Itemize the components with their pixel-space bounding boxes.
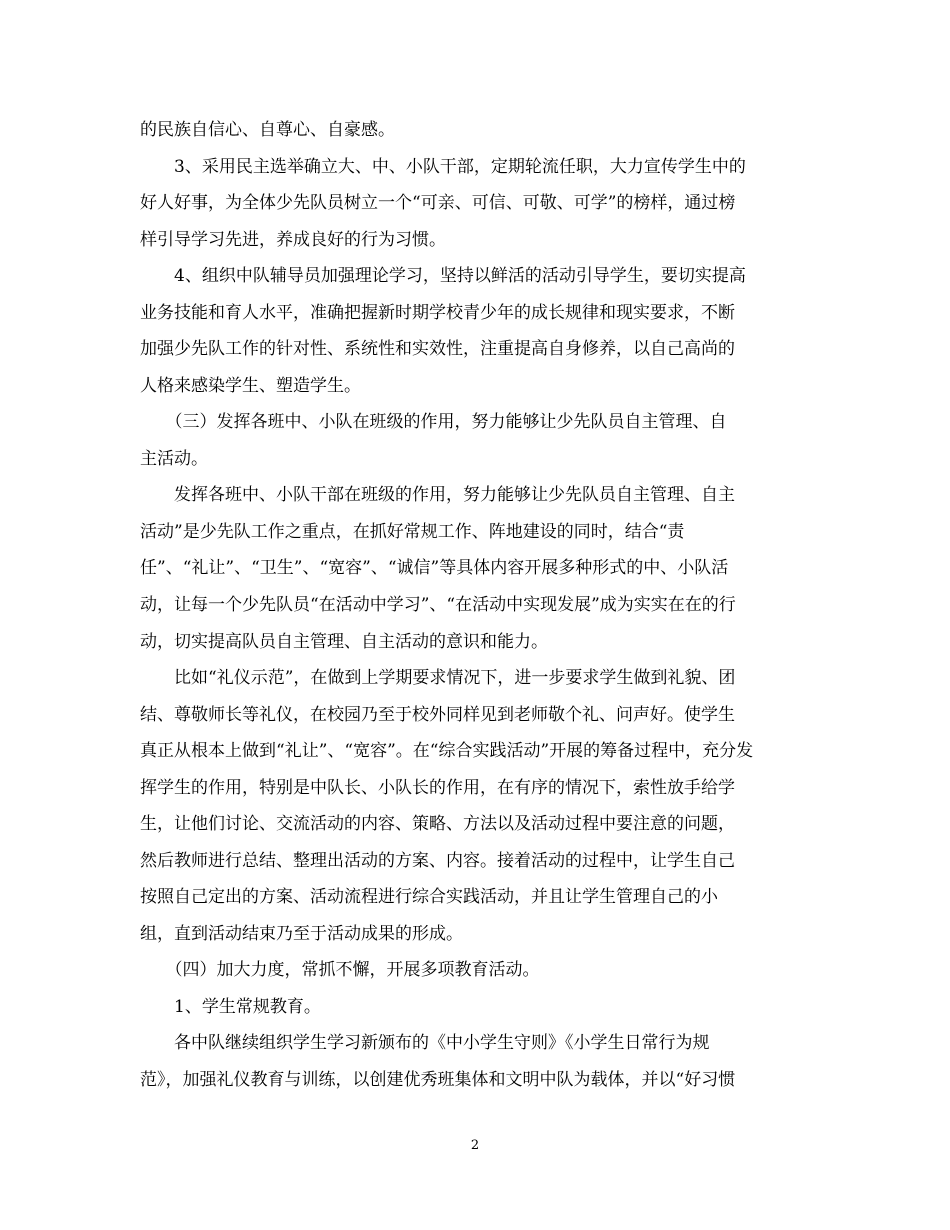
text-line: 然后教师进行总结、整理出活动的方案、内容。接着活动的过程中，让学生自己 [140, 851, 735, 871]
text-line: （三）发挥各班中、小队在班级的作用，努力能够让少先队员自主管理、自 [140, 412, 727, 432]
text-line: 发挥各班中、小队干部在班级的作用，努力能够让少先队员自主管理、自主 [140, 485, 735, 505]
text-line: 样引导学习先进，养成良好的行为习惯。 [140, 230, 446, 250]
text-line: 各中队继续组织学生学习新颁布的《中小学生守则》《小学生日常行为规 [140, 1033, 710, 1053]
text-line: 加强少先队工作的针对性、系统性和实效性，注重提高自身修养，以自己高尚的 [140, 339, 735, 359]
text-line: 人格来感染学生、塑造学生。 [140, 376, 361, 396]
text-line: 按照自己定出的方案、活动流程进行综合实践活动，并且让学生管理自己的小 [140, 887, 718, 907]
text-line: （四）加大力度，常抓不懈，开展多项教育活动。 [140, 960, 540, 980]
text-line: 活动”是少先队工作之重点，在抓好常规工作、阵地建设的同时，结合“责 [140, 522, 685, 542]
text-line: 比如“礼仪示范”，在做到上学期要求情况下，进一步要求学生做到礼貌、团 [140, 668, 736, 688]
text-line: 的民族自信心、自尊心、自豪感。 [140, 120, 395, 140]
text-line: 4、组织中队辅导员加强理论学习，坚持以鲜活的活动引导学生，要切实提高 [140, 266, 746, 286]
text-line: 真正从根本上做到“礼让”、“宽容”。在“综合实践活动”开展的筹备过程中，充分发 [140, 741, 754, 761]
text-line: 动，切实提高队员自主管理、自主活动的意识和能力。 [140, 632, 548, 652]
text-line: 结、尊敬师长等礼仪，在校园乃至于校外同样见到老师敬个礼、问声好。使学生 [140, 705, 735, 725]
text-line: 生，让他们讨论、交流活动的内容、策略、方法以及活动过程中要注意的问题， [140, 814, 735, 834]
text-line: 3、采用民主选举确立大、中、小队干部，定期轮流任职，大力宣传学生中的 [140, 157, 746, 177]
text-line: 动，让每一个少先队员“在活动中学习”、“在活动中实现发展”成为实实在在的行 [140, 595, 736, 615]
page-number: 2 [470, 1138, 480, 1153]
text-line: 业务技能和育人水平，准确把握新时期学校青少年的成长规律和现实要求，不断 [140, 303, 735, 323]
text-line: 1、学生常规教育。 [140, 997, 321, 1017]
text-line: 任”、“礼让”、“卫生”、“宽容”、“诚信”等具体内容开展多种形式的中、小队活 [140, 558, 729, 578]
text-line: 好人好事，为全体少先队员树立一个“可亲、可信、可敬、可学”的榜样，通过榜 [140, 193, 736, 213]
text-line: 主活动。 [140, 449, 208, 469]
text-line: 挥学生的作用，特别是中队长、小队长的作用，在有序的情况下，索性放手给学 [140, 778, 735, 798]
text-line: 范》，加强礼仪教育与训练，以创建优秀班集体和文明中队为载体，并以“好习惯 [140, 1070, 736, 1090]
text-line: 组，直到活动结束乃至于活动成果的形成。 [140, 924, 463, 944]
